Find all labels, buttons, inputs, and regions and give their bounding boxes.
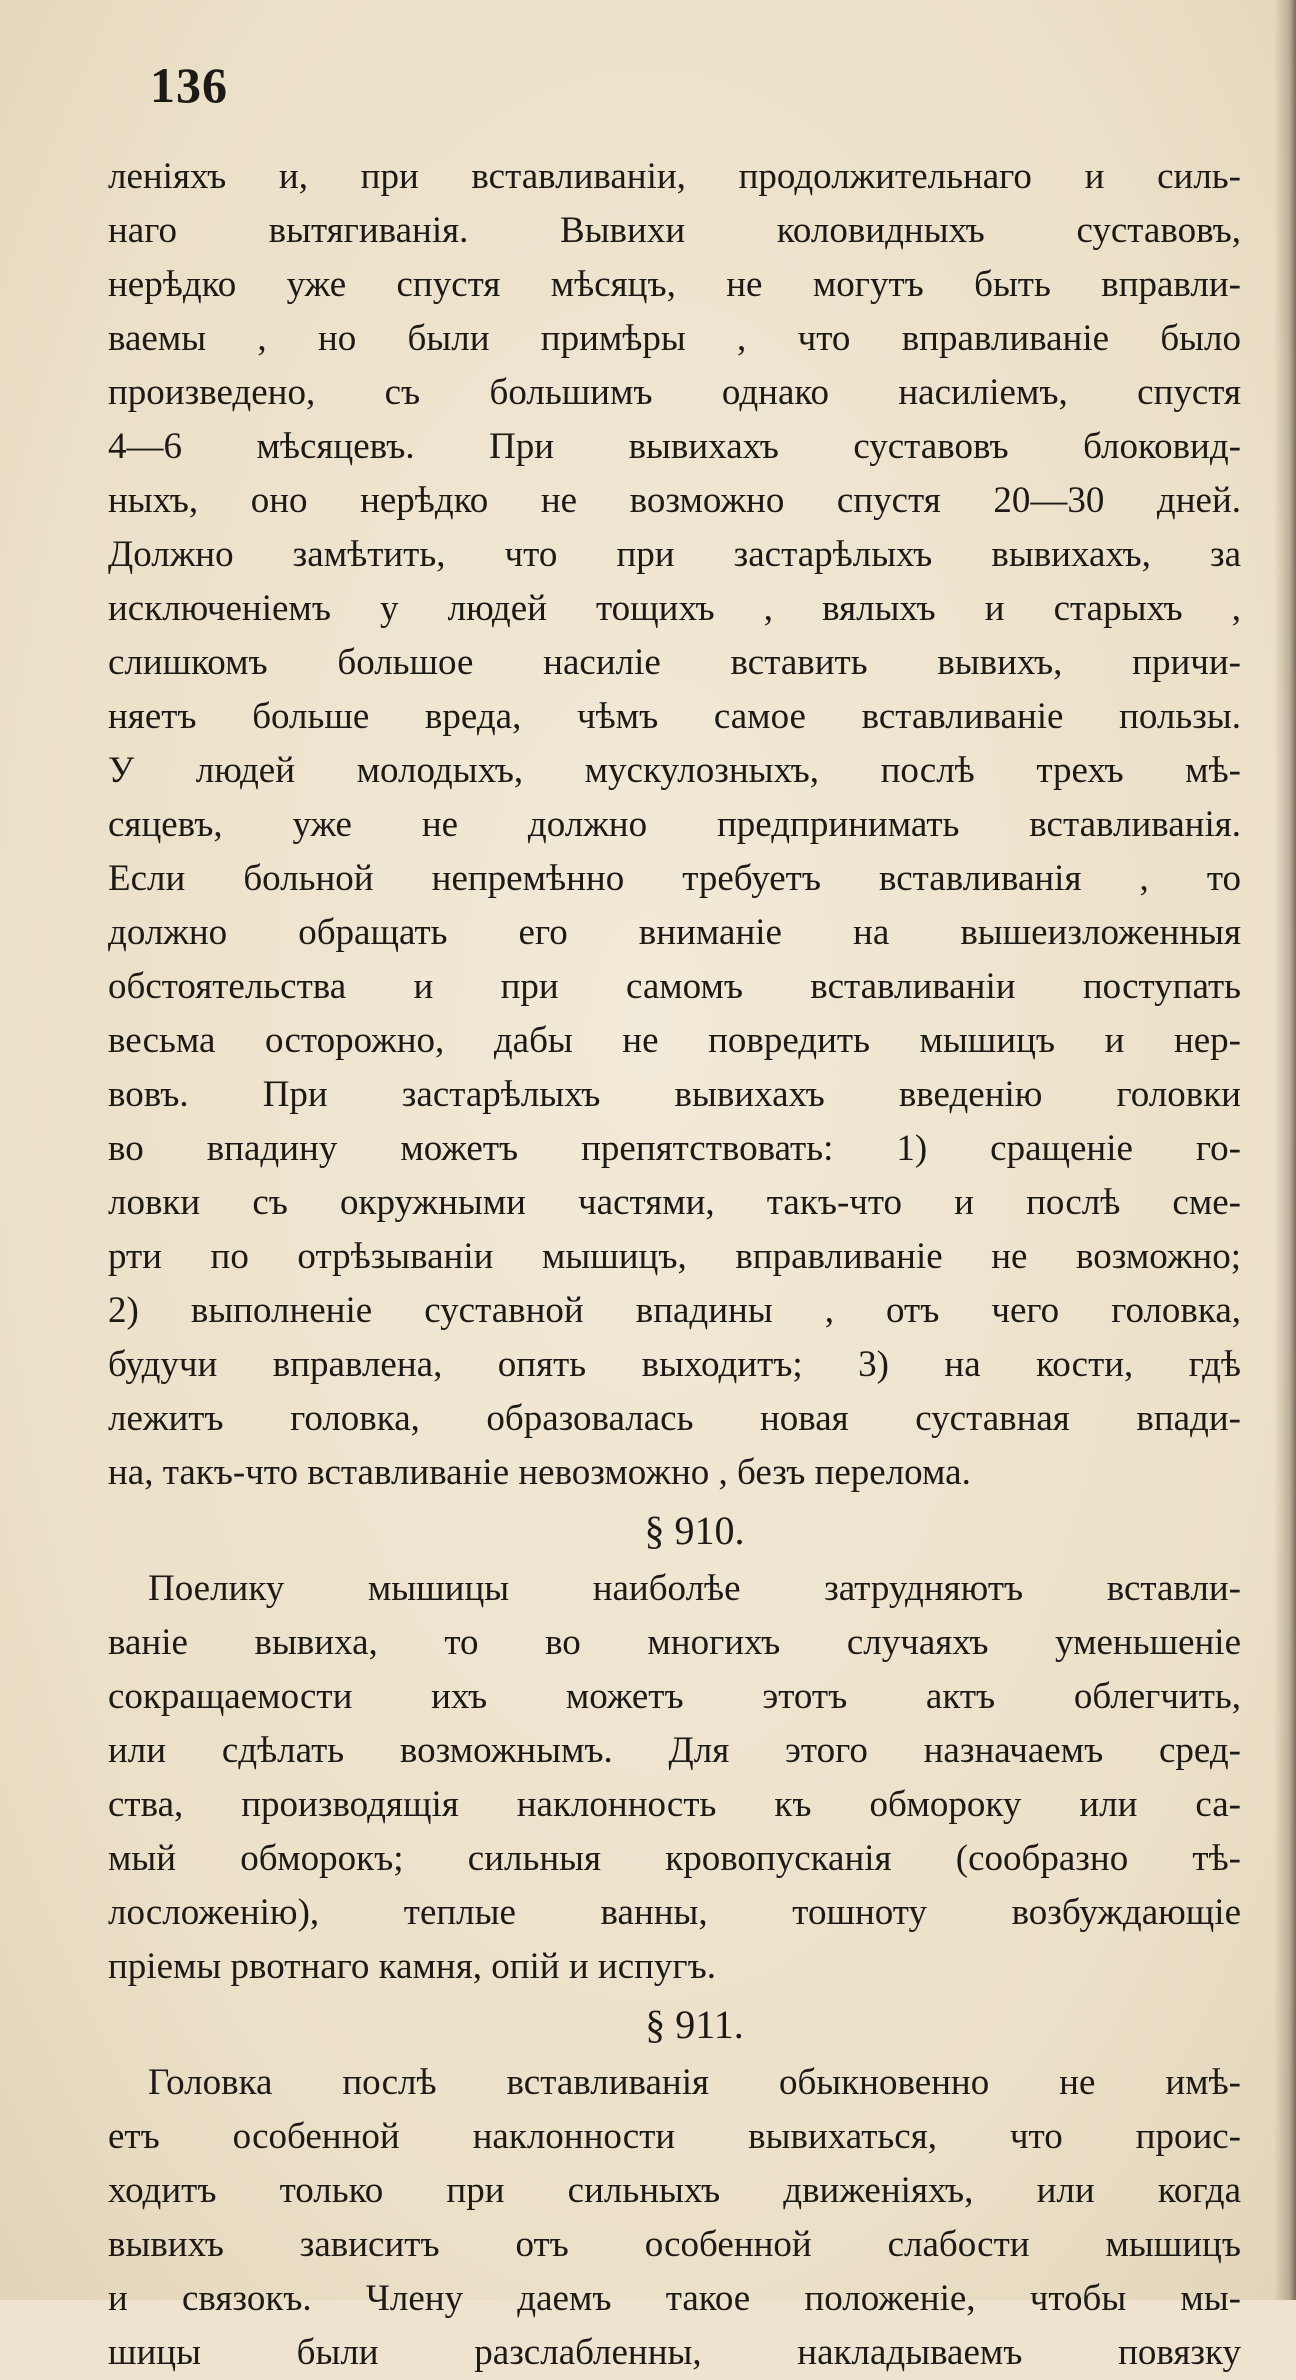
page-number: 136 xyxy=(150,57,228,113)
text-line: нерѣдко уже спустя мѣсяцъ, не могутъ быть вправли- xyxy=(108,264,1241,305)
text-line: ныхъ, оно нерѣдко не возможно спустя 20—30 дней. xyxy=(108,480,1241,521)
text-line: будучи вправлена, опять выходитъ; 3) на кости, гдѣ xyxy=(108,1344,1241,1385)
text-line: Если больной непремѣнно требуетъ вставливанія , то xyxy=(108,858,1241,899)
text-line: Должно замѣтить, что при застарѣлыхъ вывихахъ, за xyxy=(108,534,1241,575)
text-line: слишкомъ большое насиліе вставить вывихъ, причи- xyxy=(108,642,1241,683)
text-line: во впадину можетъ препятствовать: 1) сращеніе го- xyxy=(108,1128,1241,1169)
section-heading: § 910. xyxy=(644,1508,745,1553)
section-heading: § 911. xyxy=(645,2002,744,2047)
text-line: весьма осторожно, дабы не повредить мышицъ и нер- xyxy=(108,1020,1241,1061)
text-line: етъ особенной наклонности вывихаться, что проис- xyxy=(108,2116,1241,2157)
text-line: леніяхъ и, при вставливаніи, продолжительнаго и силь- xyxy=(108,156,1241,197)
text-line: обстоятельства и при самомъ вставливаніи поступать xyxy=(108,966,1241,1007)
section-911 xyxy=(108,1994,1241,2380)
paragraph-continuation xyxy=(108,150,1241,1500)
text-line: У людей молодыхъ, мускулозныхъ, послѣ трехъ мѣ- xyxy=(108,750,1241,791)
text-line: мый обморокъ; сильныя кровопусканія (сообразно тѣ- xyxy=(108,1838,1241,1879)
text-line: или сдѣлать возможнымъ. Для этого назначаемъ сред- xyxy=(108,1730,1241,1771)
text-line: ваемы , но были примѣры , что вправливаніе было xyxy=(108,318,1241,359)
text-line: лежитъ головка, образовалась новая суставная впади- xyxy=(108,1398,1241,1439)
text-line: сяцевъ, уже не должно предпринимать вставливанія. xyxy=(108,804,1241,845)
text-line: Поелику мышицы наиболѣе затрудняютъ вставли- xyxy=(148,1568,1241,1609)
text-line: и связокъ. Члену даемъ такое положеніе, чтобы мы- xyxy=(108,2278,1241,2319)
text-line: сокращаемости ихъ можетъ этотъ актъ облегчить, xyxy=(108,1676,1241,1717)
text-line: 4—6 мѣсяцевъ. При вывихахъ суставовъ блоковид- xyxy=(108,426,1241,467)
text-line: исключеніемъ у людей тощихъ , вялыхъ и старыхъ , xyxy=(108,588,1241,629)
text-line: Головка послѣ вставливанія обыкновенно не имѣ- xyxy=(148,2062,1241,2103)
section-910 xyxy=(108,1500,1241,1994)
text-line: рти по отрѣзываніи мышицъ, вправливаніе не возможно; xyxy=(108,1236,1241,1277)
page-text xyxy=(108,150,1241,2380)
text-line: няетъ больше вреда, чѣмъ самое вставливаніе пользы. xyxy=(108,696,1241,737)
text-line: ловки съ окружными частями, такъ-что и послѣ сме- xyxy=(108,1182,1241,1223)
text-line: ства, производящія наклонность къ обмороку или са- xyxy=(108,1784,1241,1825)
text-line: лосложенію), теплые ванны, тошноту возбуждающіе xyxy=(108,1892,1241,1933)
text-line: вывихъ зависитъ отъ особенной слабости мышицъ xyxy=(108,2224,1241,2265)
text-line: 2) выполненіе суставной впадины , отъ чего головка, xyxy=(108,1290,1241,1331)
page-edge-shadow xyxy=(1274,0,1296,2300)
text-line: произведено, съ большимъ однако насиліемъ, спустя xyxy=(108,372,1241,413)
text-line: ваніе вывиха, то во многихъ случаяхъ уменьшеніе xyxy=(108,1622,1241,1663)
text-line: наго вытягиванія. Вывихи коловидныхъ суставовъ, xyxy=(108,210,1241,251)
text-line: ходитъ только при сильныхъ движеніяхъ, или когда xyxy=(108,2170,1241,2211)
text-line: вовъ. При застарѣлыхъ вывихахъ введенію головки xyxy=(108,1074,1241,1115)
text-line: должно обращать его вниманіе на вышеизложенныя xyxy=(108,912,1241,953)
text-line: пріемы рвотнаго камня, опій и испугъ. xyxy=(108,1946,716,1987)
text-line: шицы были разслабленны, накладываемъ повязку xyxy=(108,2332,1241,2373)
text-line: на, такъ-что вставливаніе невозможно , безъ перелома. xyxy=(108,1452,971,1493)
